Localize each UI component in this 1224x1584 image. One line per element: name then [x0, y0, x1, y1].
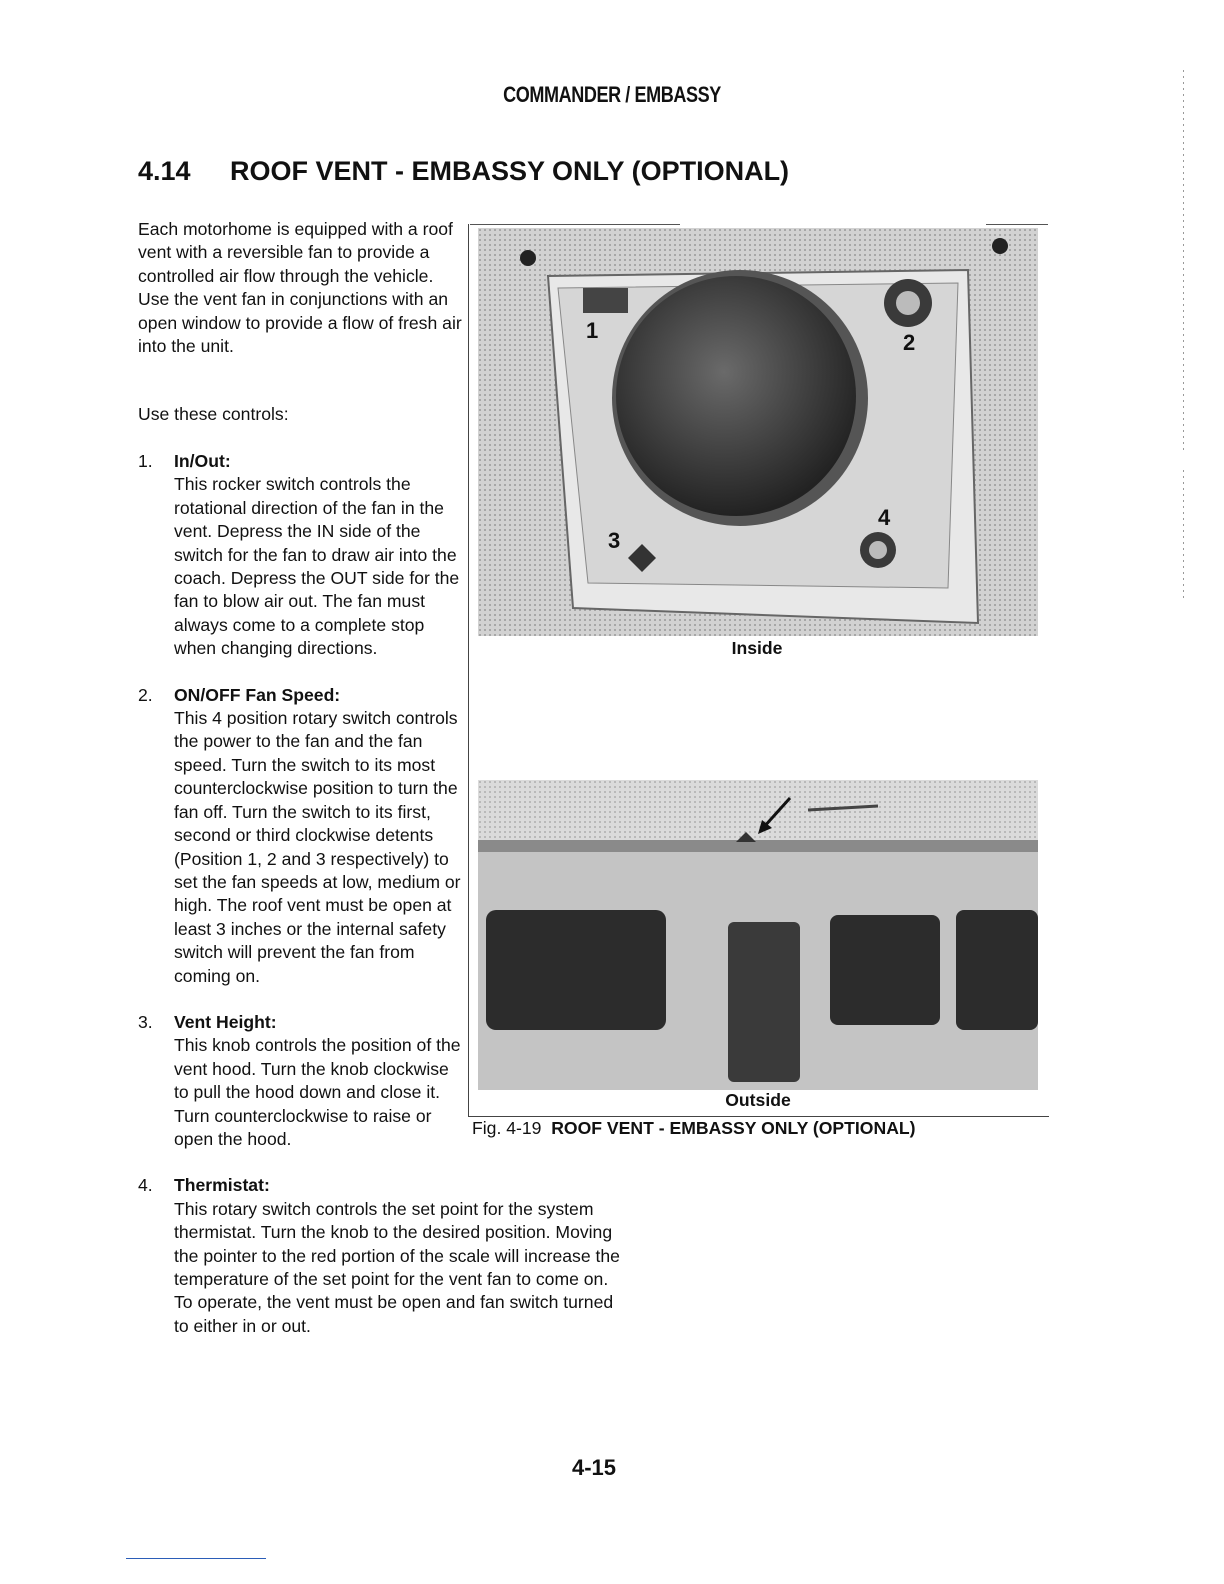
item-number: 4.	[138, 1175, 153, 1196]
item-heading: Vent Height:	[174, 1011, 277, 1032]
section-heading: ROOF VENT - EMBASSY ONLY (OPTIONAL)	[230, 156, 790, 186]
figure-number: Fig. 4-19	[472, 1118, 542, 1138]
roof-vent-outside-illustration	[478, 660, 1038, 1090]
item-text: This knob controls the position of the vent hood. Turn the knob clockwise to pull the hood down and close it. Turn counterclockwise to raise or open the hood.	[174, 1035, 461, 1149]
rocker-switch	[583, 288, 628, 313]
item-number: 3.	[138, 1011, 153, 1032]
item-text: This rotary switch controls the set point for the system thermistat. Turn the knob to the desired position. Moving the pointer to the red portion of the scale will increase the temperature of the set point for the vent fan to come on. To operate, the vent must be open and fan switch turned to either in or out.	[174, 1198, 620, 1336]
item-number: 1.	[138, 451, 153, 471]
callout-4: 4	[878, 505, 891, 530]
figure-top-rule	[470, 224, 680, 225]
footer-rule	[126, 1558, 266, 1559]
item-number: 2.	[138, 684, 153, 705]
figure-title: ROOF VENT - EMBASSY ONLY (OPTIONAL)	[551, 1118, 916, 1138]
callout-1: 1	[586, 318, 599, 343]
controls-lead: Use these controls:	[138, 404, 289, 424]
item-text: This rocker switch controls the rotational direction of the fan in the vent. Depress the IN side of the switch for the fan to draw air into the coach. Depress the OUT side for the fan to blow air out. The fan must always come to a complete stop when changing directions.	[174, 474, 460, 659]
figure-top-rule	[986, 224, 1048, 225]
item-heading: In/Out:	[174, 451, 231, 471]
section-number: 4.14	[138, 156, 191, 186]
scan-edge-mark	[1183, 470, 1184, 600]
control-item-fan-speed	[138, 684, 468, 988]
item-text: This 4 position rotary switch controls the power to the fan and the fan speed. Turn the switch to its most counterclockwise position to turn the fan off. Turn the switch to its first, second or third clockwise detents (Position 1, 2 and 3 respectively) to set the fan speeds at low, medium or high. The roof vent must be open at least 3 inches or the internal safety switch will prevent the fan from coming on.	[174, 708, 461, 986]
scan-edge-mark	[1183, 70, 1184, 450]
outside-label: Outside	[725, 1090, 791, 1110]
roof-vent-inside-illustration	[478, 228, 1038, 636]
inside-label: Inside	[731, 638, 783, 658]
callout-3: 3	[608, 528, 621, 553]
item-heading: Thermistat:	[174, 1175, 270, 1196]
photo-outside-roof-vent	[478, 660, 1038, 1090]
control-item-thermistat	[138, 1174, 624, 1338]
callout-2: 2	[903, 330, 916, 355]
photo-inside-roof-vent	[478, 228, 1038, 636]
item-heading: ON/OFF Fan Speed:	[174, 684, 341, 705]
control-item-vent-height	[138, 1011, 468, 1151]
fan-dome	[616, 276, 856, 516]
intro-paragraph: Each motorhome is equipped with a roof vent with a reversible fan to provide a controlled air flow through the vehicle. Use the vent fan in conjunctions with an open window to provide a flow of fresh air into the unit.	[138, 219, 462, 357]
section-title	[138, 156, 789, 187]
page-number: 4-15	[571, 1455, 617, 1480]
figure-caption	[472, 1118, 916, 1139]
running-head: COMMANDER / EMBASSY	[503, 82, 721, 107]
control-item-in-out	[138, 450, 468, 661]
